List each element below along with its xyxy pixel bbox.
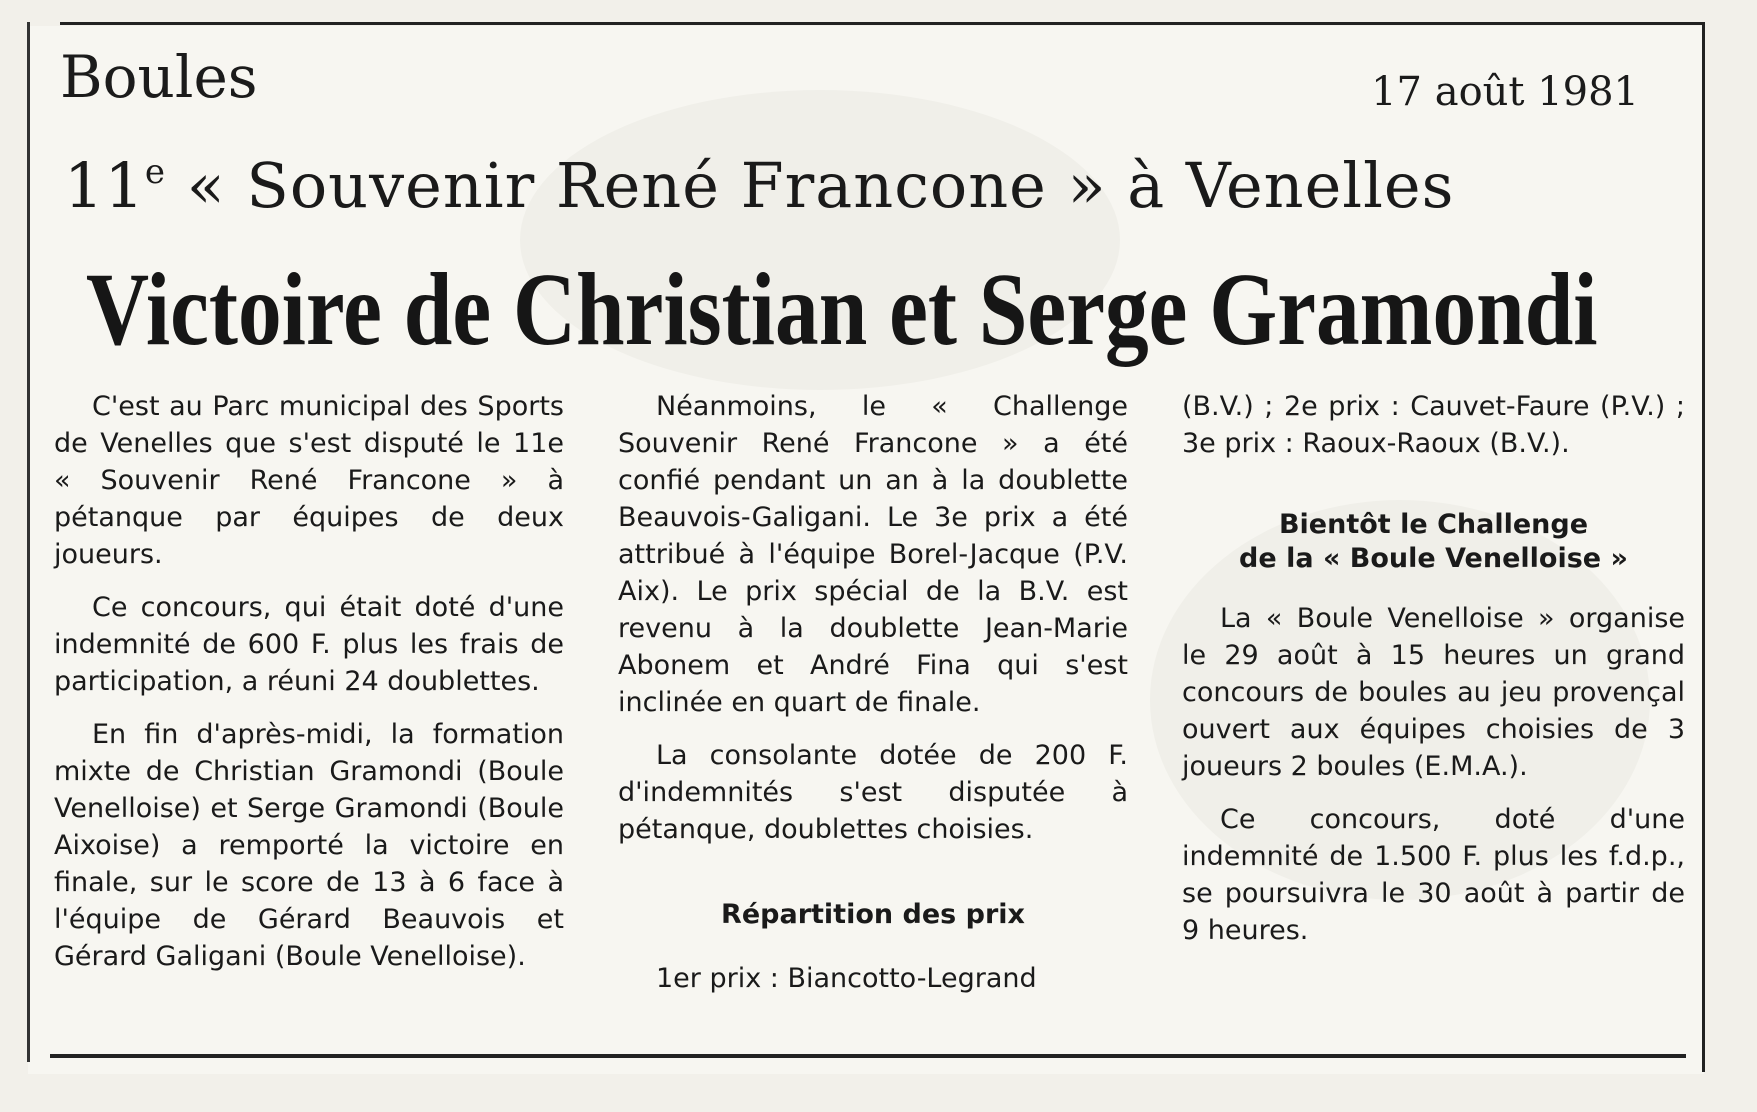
column-2 [618,388,1128,1013]
prize-line: 1er prix : Biancotto-Legrand [656,963,1037,994]
paragraph: C'est au Parc municipal des Sports de Venelles que s'est disputé le 11e « Souvenir René Francone » à pétanque par équipes de deux joueurs. [54,391,564,570]
paragraph: Ce concours, doté d'une indemnité de 1.500 F. plus les f.d.p., se poursuivra le 30 août à partir de 9 heures. [1182,804,1685,946]
paragraph: Néanmoins, le « Challenge Souvenir René Francone » a été confié pendant un an à la doublette Beauvois-Galigani. Le 3e prix a été attribué à l'équipe Borel-Jacque (P.V. Aix). Le prix spécial de la B.V. est revenu à la doublette Jean-Marie Abonem et André Fina qui s'est inclinée en quart de finale. [618,391,1128,718]
kicker-title [64,149,1684,222]
right-rule [1702,22,1705,1072]
kicker-number: 11 [64,149,145,222]
paragraph: (B.V.) ; 2e prix : Cauvet-Faure (P.V.) ; 3e prix : Raoux-Raoux (B.V.). [1182,391,1685,459]
subheading-line: Bientôt le Challenge [1278,509,1589,540]
paragraph: En fin d'après-midi, la formation mixte de Christian Gramondi (Boule Venelloise) et Serge Gramondi (Boule Aixoise) a remporté la victoire en finale, sur le score de 13 à 6 face à l'équipe de Gérard Beauvois et Gérard Galigani (Boule Venelloise). [54,719,564,972]
headline: Victoire de Christian et Serge Gramondi [86,252,1598,367]
subheading-prizes: Répartition des prix [721,899,1025,930]
kicker-text: « Souvenir René Francone » à Venelles [166,149,1455,222]
subheading-challenge [1182,508,1685,576]
column-1 [54,388,564,991]
column-3 [1182,388,1685,965]
paragraph: La « Boule Venelloise » organise le 29 août à 15 heures un grand concours de boules au jeu provençal ouvert aux équipes choisies de 3 joueurs 2 boules (E.M.A.). [1182,603,1685,782]
left-rule [27,22,30,1062]
paragraph: Ce concours, qui était doté d'une indemnité de 600 F. plus les frais de participation, a réuni 24 doublettes. [54,592,564,697]
paragraph: La consolante dotée de 200 F. d'indemnités s'est disputée à pétanque, doublettes choisies. [618,740,1128,845]
top-rule [60,22,1704,25]
publication-date: 17 août 1981 [1371,69,1639,115]
subheading-line: de la « Boule Venelloise » [1239,543,1628,574]
kicker-superscript: e [144,152,167,192]
section-rubric: Boules [60,43,258,111]
bottom-rule [50,1054,1686,1058]
